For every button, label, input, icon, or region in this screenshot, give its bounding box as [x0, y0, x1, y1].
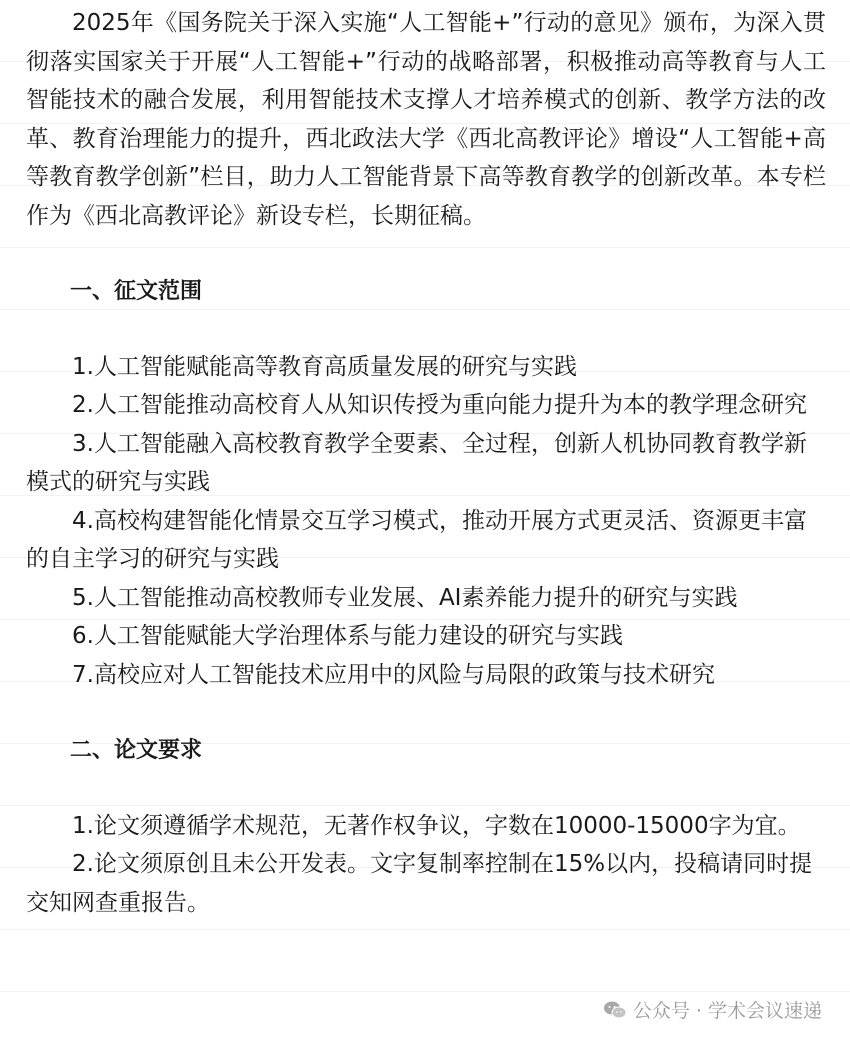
wechat-icon: [603, 1000, 627, 1020]
list-item: 2.论文须原创且未公开发表。文字复制率控制在15%以内，投稿请同时提交知网查重报告。: [26, 851, 813, 916]
article-body: [26, 4, 826, 922]
spacer: [26, 771, 826, 807]
list-item: 1.人工智能赋能高等教育高质量发展的研究与实践: [72, 353, 577, 380]
watermark: [599, 994, 826, 1025]
list-item: 6.人工智能赋能大学治理体系与能力建设的研究与实践: [72, 623, 623, 649]
spacer: [26, 312, 826, 348]
watermark-text: 公众号 · 学术会议速递: [632, 1000, 822, 1022]
list-item: 1.论文须遵循学术规范，无著作权争议，字数在10000-15000字为宜。: [72, 812, 801, 839]
section-heading-requirements: 二、论文要求: [70, 738, 203, 763]
intro-paragraph: 2025年《国务院关于深入实施“人工智能+”行动的意见》颁布，为深入贯彻落实国家关于开展“人工智能+”行动的战略部署，积极推动高等教育与人工智能技术的融合发展，利用智能技术支撑人才培养模式的创新、教学方法的改革、教育治理能力的提升，西北政法大学《西北高教评论》增设“人工智能+高等教育教学创新”栏目，助力人工智能背景下高等教育教学的创新改革。本专栏作为《西北高教评论》新设专栏，长期征稿。: [26, 10, 826, 229]
spacer: [26, 235, 826, 273]
list-item: 5.人工智能推动高校教师专业发展、AI素养能力提升的研究与实践: [72, 584, 738, 611]
section-heading-scope: 一、征文范围: [70, 279, 203, 304]
list-item: 3.人工智能融入高校教育教学全要素、全过程，创新人机协同教育教学新模式的研究与实践: [26, 430, 807, 495]
list-item: 7.高校应对人工智能技术应用中的风险与局限的政策与技术研究: [72, 661, 715, 688]
list-item: 4.高校构建智能化情景交互学习模式，推动开展方式更灵活、资源更丰富的自主学习的研究与实践: [26, 507, 807, 572]
list-item: 2.人工智能推动高校育人从知识传授为重向能力提升为本的教学理念研究: [72, 392, 807, 418]
spacer: [26, 694, 826, 732]
